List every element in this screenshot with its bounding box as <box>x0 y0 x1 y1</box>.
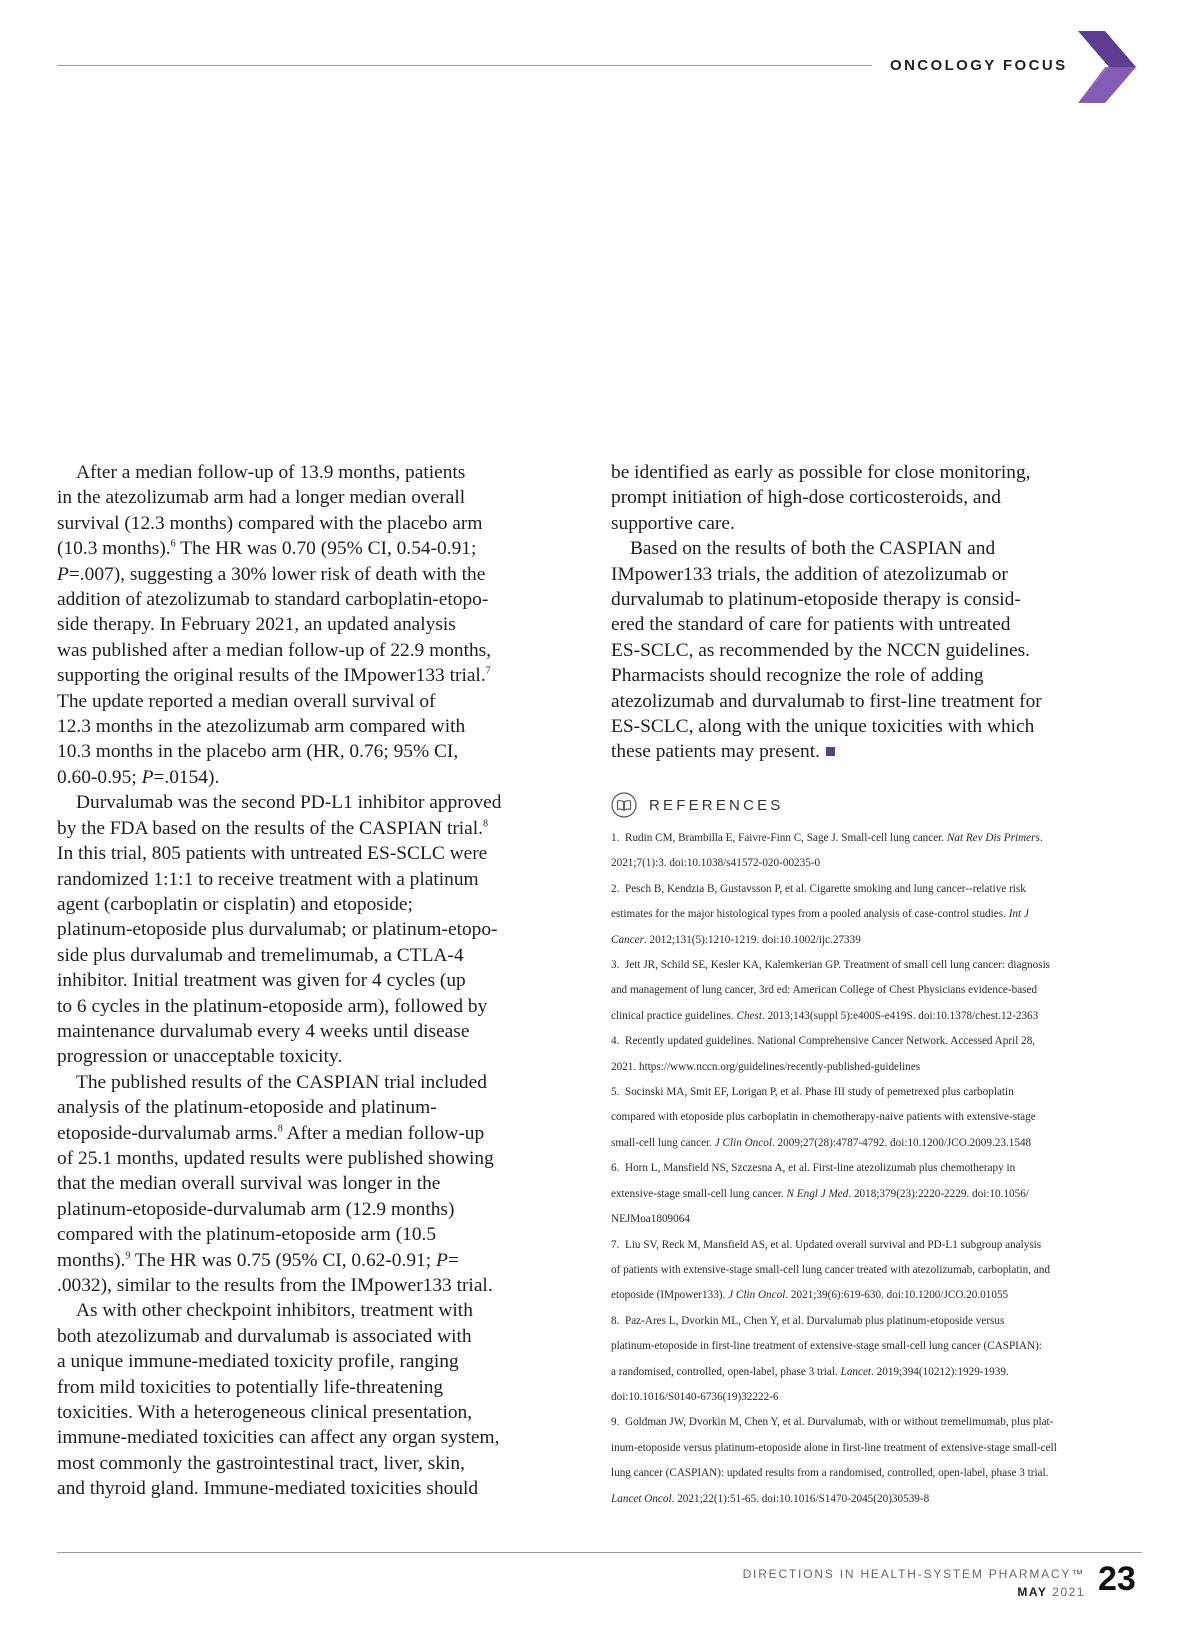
text-line <box>57 562 582 587</box>
text-line <box>57 1425 582 1450</box>
reference-line <box>611 1105 1151 1130</box>
text-line <box>611 689 1141 714</box>
reference-line <box>611 902 1151 927</box>
text-line <box>57 638 582 663</box>
text-run: atezolizumab and durvalumab to first-line treatment for <box>611 690 1042 712</box>
reference-line <box>611 1385 1151 1410</box>
text-line <box>57 1349 582 1374</box>
text-line <box>611 739 1141 764</box>
text-line <box>57 1095 582 1120</box>
text-run: and management of lung cancer, 3rd ed: American College of Chest Physicians evidence-based <box>611 984 1038 997</box>
text-line <box>611 612 1141 637</box>
end-of-article-mark <box>826 747 835 756</box>
text-run: 9. Goldman JW, Dvorkin M, Chen Y, et al. Durvalumab, with or without tremelimumab, plus plat- <box>611 1416 1054 1429</box>
text-run: platinum-etoposide-durvalumab arm (12.9 months) <box>57 1198 455 1220</box>
text-run: agent (carboplatin or cisplatin) and etoposide; <box>57 893 413 915</box>
text-run: by the FDA based on the results of the CASPIAN trial. <box>57 817 484 839</box>
text-line <box>57 841 582 866</box>
references-header <box>611 792 1151 822</box>
references-section <box>611 792 1151 1512</box>
text-run: prompt initiation of high-dose corticosteroids, and <box>611 487 1001 509</box>
text-run: etoposide (IMpower133). <box>611 1289 729 1302</box>
text-line <box>57 1146 582 1171</box>
text-run: .0032), similar to the results from the IMpower133 trial. <box>57 1275 493 1296</box>
text-run: 8. Paz-Ares L, Dvorkin ML, Chen Y, et al. Durvalumab plus platinum-etoposide versus <box>611 1314 1005 1327</box>
text-run: 6. Horn L, Mansfield NS, Szczesna A, et al. First-line atezolizumab plus chemotherapy in <box>611 1162 1016 1175</box>
text-line <box>57 1044 582 1069</box>
italic-text: Int J <box>1008 908 1029 921</box>
text-line <box>57 994 582 1019</box>
reference-line <box>611 928 1151 953</box>
text-run: supportive care. <box>611 512 735 534</box>
references-title: REFERENCES <box>649 797 784 814</box>
citation-superscript: 7 <box>485 665 491 677</box>
text-line <box>57 1248 582 1273</box>
text-run: durvalumab to platinum-etoposide therapy is consid- <box>611 589 1021 611</box>
text-run: compared with etoposide plus carboplatin in chemotherapy-naive patients with extensive-stage <box>611 1111 1036 1124</box>
reference-line <box>611 1436 1151 1461</box>
text-run: platinum-etoposide plus durvalumab; or platinum-etopo- <box>57 919 498 941</box>
text-run: Based on the results of both the CASPIAN and <box>630 538 996 560</box>
text-run: After a median follow-up <box>282 1122 485 1144</box>
text-run: The HR was 0.75 (95% CI, 0.62-0.91; <box>130 1249 436 1271</box>
citation-superscript: 8 <box>277 1123 283 1135</box>
text-run: be identified as early as possible for close monitoring, <box>611 462 1031 483</box>
book-icon <box>611 792 637 818</box>
text-run: these patients may present. <box>611 741 820 763</box>
text-run: randomized 1:1:1 to receive treatment with a platinum <box>57 868 479 890</box>
text-run: The HR was 0.70 (95% CI, 0.54-0.91; <box>175 538 477 560</box>
text-run: 5. Socinski MA, Smit EF, Lorigan P, et al. Phase III study of pemetrexed plus carboplatin <box>611 1086 1014 1099</box>
issue-year: 2021 <box>1052 1585 1085 1599</box>
text-line <box>57 714 582 739</box>
text-run: As with other checkpoint inhibitors, treatment with <box>76 1300 473 1322</box>
text-run: . 2012;131(5):1210-1219. doi:10.1002/ijc.27339 <box>643 933 861 946</box>
text-line <box>611 460 1141 485</box>
header-rule <box>57 65 872 66</box>
text-run: in the atezolizumab arm had a longer median overall <box>57 487 466 509</box>
text-run: 4. Recently updated guidelines. National Comprehensive Cancer Network. Accessed April 28, <box>611 1035 1036 1048</box>
text-line <box>57 612 582 637</box>
text-run: extensive-stage small-cell lung cancer. <box>611 1187 787 1200</box>
text-line <box>57 511 582 536</box>
text-line <box>57 943 582 968</box>
text-line <box>57 1451 582 1476</box>
chevron-logo-icon <box>1078 31 1136 103</box>
text-line <box>57 1273 582 1298</box>
text-line <box>57 816 582 841</box>
text-run: most commonly the gastrointestinal tract, liver, skin, <box>57 1452 465 1474</box>
italic-text: J Clin Oncol <box>728 1289 786 1302</box>
reference-line <box>611 1461 1151 1486</box>
text-run: and thyroid gland. Immune-mediated toxicities should <box>57 1478 479 1500</box>
reference-line <box>611 1410 1151 1435</box>
reference-line <box>611 1258 1151 1283</box>
text-run: =.0154). <box>153 766 220 788</box>
text-run: platinum-etoposide in first-line treatment of extensive-stage small-cell lung cancer (CASPIAN): <box>611 1340 1042 1353</box>
italic-text: J Clin Oncol <box>714 1136 772 1149</box>
text-run: addition of atezolizumab to standard carboplatin-etopo- <box>57 589 489 611</box>
text-line <box>57 968 582 993</box>
text-run: that the median overall survival was longer in the <box>57 1173 441 1195</box>
issue-date <box>1017 1585 1085 1599</box>
text-line <box>611 587 1141 612</box>
text-run: (10.3 months). <box>57 538 171 560</box>
text-run: maintenance durvalumab every 4 weeks until disease <box>57 1020 470 1042</box>
text-run: progression or unacceptable toxicity. <box>57 1046 343 1068</box>
text-line <box>611 562 1141 587</box>
text-run: compared with the platinum-etoposide arm (10.5 <box>57 1224 437 1246</box>
text-run: estimates for the major histological types from a pooled analysis of case-control studies. <box>611 908 1009 921</box>
text-line <box>57 536 582 561</box>
text-line <box>57 689 582 714</box>
text-line <box>57 663 582 688</box>
text-line <box>57 587 582 612</box>
text-line <box>57 1222 582 1247</box>
text-line <box>57 1171 582 1196</box>
text-run: 0.60-0.95; <box>57 766 142 788</box>
text-line <box>57 485 582 510</box>
text-run: toxicities. With a heterogeneous clinical presentation, <box>57 1402 473 1424</box>
text-line <box>57 1375 582 1400</box>
reference-line <box>611 1156 1151 1181</box>
text-run: doi:10.1016/S0140-6736(19)32222-6 <box>611 1390 779 1403</box>
reference-line <box>611 978 1151 1003</box>
text-run: from mild toxicities to potentially life-threatening <box>57 1376 444 1398</box>
text-run: both atezolizumab and durvalumab is associated with <box>57 1325 472 1347</box>
reference-line <box>611 826 1151 851</box>
reference-line <box>611 877 1151 902</box>
text-run: In this trial, 805 patients with untreated ES-SCLC were <box>57 843 488 865</box>
text-line <box>611 511 1141 536</box>
text-line <box>57 1019 582 1044</box>
text-run: of patients with extensive-stage small-cell lung cancer treated with atezolizumab, carboplatin, and <box>611 1263 1050 1276</box>
text-run: . 2013;143(suppl 5):e400S-e419S. doi:10.1378/chest.12-2363 <box>761 1009 1039 1022</box>
text-run: inum-etoposide versus platinum-etoposide alone in first-line treatment of extensive-stage small-cell <box>611 1441 1057 1454</box>
reference-line <box>611 1207 1151 1232</box>
text-run: Pharmacists should recognize the role of adding <box>611 665 984 687</box>
text-run: inhibitor. Initial treatment was given for 4 cycles (up <box>57 970 466 992</box>
text-run: etoposide-durvalumab arms. <box>57 1122 278 1144</box>
reference-line <box>611 1487 1151 1512</box>
text-run: small-cell lung cancer. <box>611 1136 715 1149</box>
reference-line <box>611 1283 1151 1308</box>
text-run: of 25.1 months, updated results were published showing <box>57 1147 494 1169</box>
text-run: =.007), suggesting a 30% lower risk of death with the <box>68 563 486 585</box>
publication-name: DIRECTIONS IN HEALTH-SYSTEM PHARMACY™ <box>742 1567 1085 1581</box>
text-run: NEJMoa1809064 <box>611 1213 690 1226</box>
text-run: ered the standard of care for patients with untreated <box>611 614 1011 636</box>
page-number: 23 <box>1098 1560 1136 1598</box>
text-line <box>57 1298 582 1323</box>
text-run: a unique immune-mediated toxicity profile, ranging <box>57 1351 459 1373</box>
italic-text: Lancet Oncol <box>611 1492 672 1505</box>
text-run: lung cancer (CASPIAN): updated results from a randomised, controlled, open-label, phase 3 trial. <box>611 1467 1049 1480</box>
italic-text: Nat Rev Dis Primers <box>946 832 1040 844</box>
text-run: The published results of the CASPIAN trial included <box>76 1071 487 1093</box>
article-body-left-column <box>57 460 582 1502</box>
text-run: ES-SCLC, along with the unique toxicities with which <box>611 716 1035 738</box>
text-line <box>57 1476 582 1501</box>
text-line <box>57 1400 582 1425</box>
text-run: The update reported a median overall survival of <box>57 690 436 712</box>
footer-rule <box>57 1552 1142 1553</box>
text-line <box>57 790 582 815</box>
text-run: . 2018;379(23):2220-2229. doi:10.1056/ <box>848 1187 1029 1200</box>
text-run: survival (12.3 months) compared with the placebo arm <box>57 512 483 534</box>
text-line <box>57 739 582 764</box>
reference-line <box>611 1131 1151 1156</box>
text-run: to 6 cycles in the platinum-etoposide arm), followed by <box>57 995 488 1017</box>
text-run: 10.3 months in the placebo arm (HR, 0.76; 95% CI, <box>57 741 459 763</box>
text-run: = <box>447 1249 459 1271</box>
text-run: side therapy. In February 2021, an updated analysis <box>57 614 456 636</box>
issue-month: MAY <box>1017 1585 1048 1599</box>
text-run: analysis of the platinum-etoposide and platinum- <box>57 1097 437 1119</box>
text-line <box>57 867 582 892</box>
text-line <box>611 638 1141 663</box>
text-line <box>57 892 582 917</box>
reference-line <box>611 1004 1151 1029</box>
text-run: After a median follow-up of 13.9 months, patients <box>76 462 466 483</box>
text-run: supporting the original results of the IMpower133 trial. <box>57 665 486 687</box>
italic-text: P <box>57 563 69 585</box>
text-run: immune-mediated toxicities can affect any organ system, <box>57 1427 500 1449</box>
section-label: ONCOLOGY FOCUS <box>890 57 1068 74</box>
text-run: a randomised, controlled, open-label, phase 3 trial. <box>611 1365 841 1378</box>
reference-line <box>611 953 1151 978</box>
reference-line <box>611 1182 1151 1207</box>
text-run: 2. Pesch B, Kendzia B, Gustavsson P, et al. Cigarette smoking and lung cancer--relative risk <box>611 882 1026 895</box>
text-line <box>57 765 582 790</box>
text-run: . 2021;22(1):51-65. doi:10.1016/S1470-2045(20)30539-8 <box>671 1492 930 1505</box>
reference-line <box>611 1080 1151 1105</box>
text-run: . <box>1039 832 1043 844</box>
italic-text: Cancer <box>611 933 644 946</box>
italic-text: Lancet <box>840 1365 872 1378</box>
text-run: 7. Liu SV, Reck M, Mansfield AS, et al. Updated overall survival and PD-L1 subgroup analysis <box>611 1238 1042 1251</box>
text-run: 1. Rudin CM, Brambilla E, Faivre-Finn C, Sage J. Small-cell lung cancer. <box>611 832 947 844</box>
text-run: was published after a median follow-up of 22.9 months, <box>57 639 492 661</box>
text-line <box>57 1197 582 1222</box>
text-run: ES-SCLC, as recommended by the NCCN guidelines. <box>611 639 1031 661</box>
text-line <box>57 1070 582 1095</box>
reference-line <box>611 1309 1151 1334</box>
citation-superscript: 9 <box>125 1250 131 1262</box>
text-line <box>57 1324 582 1349</box>
text-line <box>57 1121 582 1146</box>
text-run: 3. Jett JR, Schild SE, Kesler KA, Kalemkerian GP. Treatment of small cell lung cancer: diagnosis <box>611 959 1051 972</box>
italic-text: P <box>435 1249 448 1271</box>
text-run: clinical practice guidelines. <box>611 1009 737 1022</box>
text-run: IMpower133 trials, the addition of atezolizumab or <box>611 563 1008 585</box>
references-list <box>611 826 1151 1512</box>
text-line <box>57 917 582 942</box>
text-run: side plus durvalumab and tremelimumab, a CTLA-4 <box>57 944 464 966</box>
citation-superscript: 8 <box>483 818 489 830</box>
italic-text: Chest <box>736 1009 762 1022</box>
reference-line <box>611 851 1151 876</box>
text-run: 2021. https://www.nccn.org/guidelines/recently-published-guidelines <box>611 1060 921 1073</box>
text-run: Durvalumab was the second PD-L1 inhibitor approved <box>76 792 502 814</box>
text-run: months). <box>57 1249 126 1271</box>
text-line <box>611 714 1141 739</box>
reference-line <box>611 1029 1151 1054</box>
text-line <box>611 485 1141 510</box>
text-run: . 2009;27(28):4787-4792. doi:10.1200/JCO.2009.23.1548 <box>771 1136 1032 1149</box>
italic-text: P <box>141 766 154 788</box>
italic-text: N Engl J Med <box>786 1187 849 1200</box>
reference-line <box>611 1055 1151 1080</box>
citation-superscript: 6 <box>170 538 176 550</box>
article-body-right-column <box>611 460 1141 765</box>
text-run: . 2021;39(6):619-630. doi:10.1200/JCO.20.01055 <box>785 1289 1009 1302</box>
text-line <box>611 663 1141 688</box>
text-line <box>611 536 1141 561</box>
reference-line <box>611 1334 1151 1359</box>
reference-line <box>611 1233 1151 1258</box>
reference-line <box>611 1360 1151 1385</box>
text-run: 2021;7(1):3. doi:10.1038/s41572-020-00235-0 <box>611 857 821 870</box>
text-run: . 2019;394(10212):1929-1939. <box>871 1365 1009 1378</box>
text-run: 12.3 months in the atezolizumab arm compared with <box>57 716 466 738</box>
text-line <box>57 460 582 485</box>
